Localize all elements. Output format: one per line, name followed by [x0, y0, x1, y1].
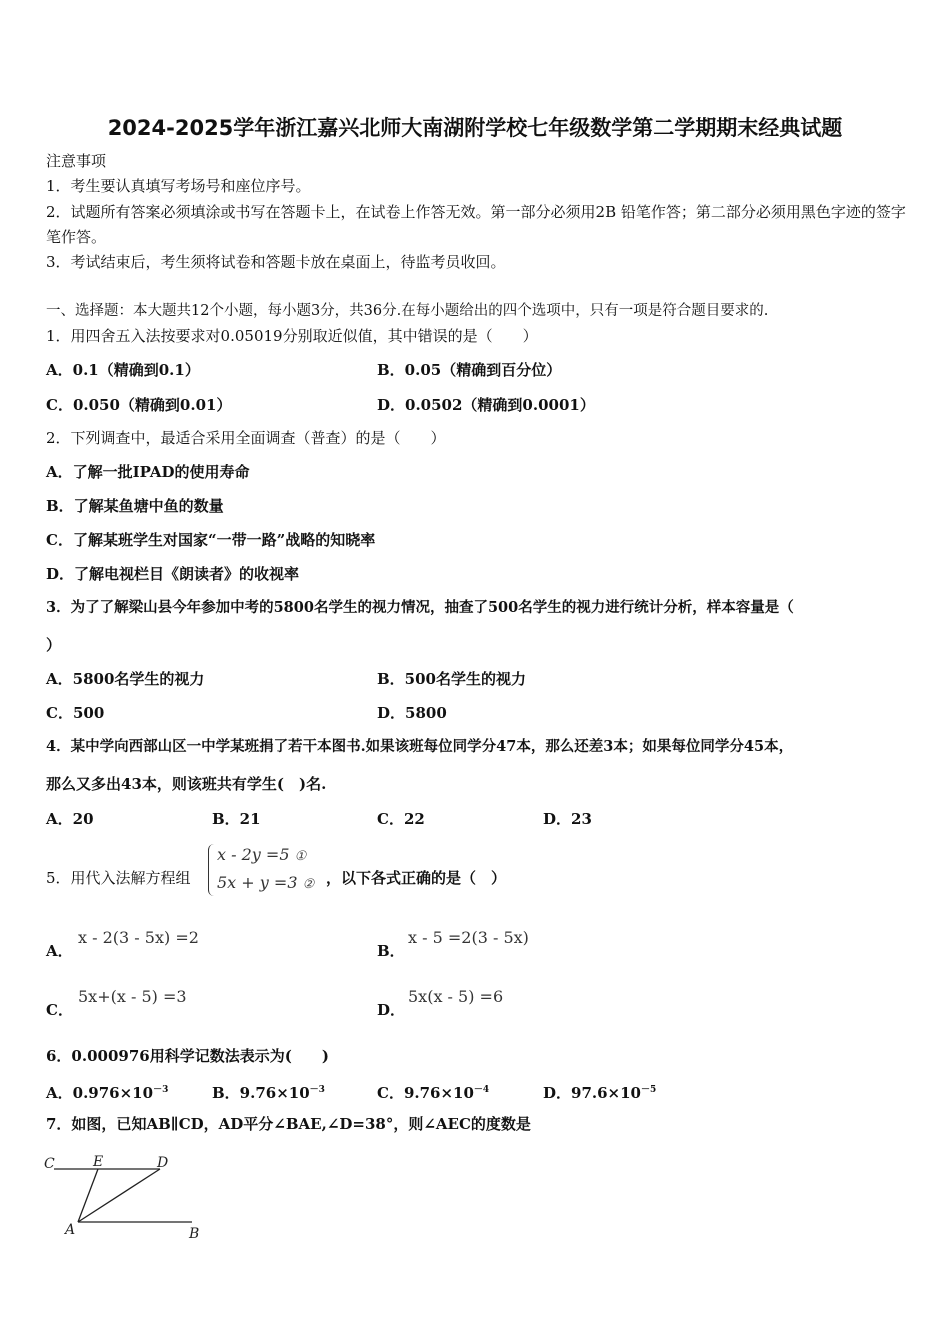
question-1-option-d[interactable]: D．0.0502（精确到0.0001） [377, 396, 595, 414]
equation-1 [217, 845, 306, 864]
equation-2-mark: ② [302, 877, 315, 892]
question-6-option-b-text: B．9.76×10 [212, 1084, 310, 1102]
question-5-option-d-expr[interactable]: 5x(x - 5) =6 [408, 987, 504, 1006]
note-3: 3．考试结束后，考生须将试卷和答题卡放在桌面上，待监考员收回。 [46, 253, 506, 271]
question-4-option-c[interactable]: C．22 [377, 810, 425, 828]
label-a: A [65, 1222, 76, 1238]
question-4-option-d[interactable]: D．23 [543, 810, 592, 828]
question-6-option-d-exponent: －5 [640, 1085, 657, 1095]
question-5-option-d-label[interactable]: D． [377, 1001, 406, 1019]
question-2-option-c[interactable]: C．了解某班学生对国家“一带一路”战略的知晓率 [46, 531, 376, 549]
question-6-option-b[interactable] [212, 1079, 325, 1104]
question-3-option-c[interactable]: C．500 [46, 704, 105, 722]
label-c: C [44, 1156, 55, 1172]
question-3-option-d[interactable]: D．5800 [377, 704, 447, 722]
question-6-option-d[interactable] [543, 1079, 656, 1104]
question-3-option-b[interactable]: B．500名学生的视力 [377, 670, 526, 688]
label-d: D [157, 1155, 169, 1171]
question-1-stem: 1．用四舍五入法按要求对0.05019分别取近似值，其中错误的是（ ） [46, 327, 538, 345]
question-1-option-a[interactable]: A．0.1（精确到0.1） [46, 361, 200, 379]
question-4-stem-line1: 4．某中学向西部山区一中学某班捐了若干本图书.如果该班每位同学分47本，那么还差3本；如果每位同学分45本， [46, 738, 794, 755]
question-2-stem: 2．下列调查中，最适合采用全面调查（普查）的是（ ） [46, 429, 446, 447]
question-2-option-b[interactable]: B．了解某鱼塘中鱼的数量 [46, 497, 224, 515]
equation-2 [217, 873, 314, 892]
question-6-option-b-exponent: －3 [309, 1085, 325, 1095]
section-heading: 一、选择题：本大题共12个小题，每小题3分，共36分.在每小题给出的四个选项中，只有一项是符合题目要求的. [46, 303, 769, 319]
question-3-stem-line1: 3．为了了解梁山县今年参加中考的5800名学生的视力情况，抽查了500名学生的视力进行统计分析，样本容量是（ [46, 599, 794, 616]
question-6-option-a-text: A．0.976×10 [46, 1084, 154, 1102]
geometry-figure [40, 1148, 220, 1248]
line-ae [78, 1169, 98, 1222]
question-6-option-c[interactable] [377, 1079, 489, 1104]
question-6-option-a-exponent: －3 [153, 1085, 169, 1095]
question-2-option-d[interactable]: D．了解电视栏目《朗读者》的收视率 [46, 565, 300, 583]
question-5-option-b-label[interactable]: B． [377, 942, 405, 960]
page-title: 2024-2025学年浙江嘉兴北师大南湖附学校七年级数学第二学期期末经典试题 [107, 116, 843, 140]
equation-1-mark: ① [294, 849, 307, 864]
label-b: B [189, 1226, 200, 1242]
equation-1-text: x - 2y =5 [217, 845, 290, 864]
note-1: 1．考生要认真填写考场号和座位序号。 [46, 177, 311, 195]
question-6-stem: 6．0.000976用科学记数法表示为( ) [46, 1047, 329, 1065]
question-7-stem: 7．如图，已知AB∥CD，AD平分∠BAE,∠D=38°，则∠AEC的度数是 [46, 1115, 531, 1133]
question-5-option-b-expr[interactable]: x - 5 =2(3 - 5x) [408, 928, 529, 947]
question-3-option-a[interactable]: A．5800名学生的视力 [46, 670, 205, 688]
line-ad [78, 1169, 160, 1222]
question-6-option-c-text: C．9.76×10 [377, 1084, 474, 1102]
label-e: E [93, 1154, 104, 1170]
question-4-stem-line2: 那么又多出43本，则该班共有学生( )名. [46, 775, 327, 793]
note-2: 2．试题所有答案必须填涂或书写在答题卡上，在试卷上作答无效。第一部分必须用2B 铅笔作答；第二部分必须用黑色字迹的签字笔作答。 [46, 203, 906, 246]
question-1-option-b[interactable]: B．0.05（精确到百分位） [377, 361, 562, 379]
question-5-option-c-expr[interactable]: 5x+(x - 5) =3 [78, 987, 187, 1006]
question-5-stem-pre: 5．用代入法解方程组 [46, 869, 191, 887]
question-4-option-b[interactable]: B．21 [212, 810, 261, 828]
question-1-option-c[interactable]: C．0.050（精确到0.01） [46, 396, 232, 414]
question-5-stem-post: ，以下各式正确的是（ ） [326, 869, 507, 887]
notes-heading: 注意事项 [46, 152, 107, 170]
question-4-option-a[interactable]: A．20 [46, 810, 94, 828]
question-6-option-a[interactable] [46, 1079, 168, 1104]
question-5-option-a-expr[interactable]: x - 2(3 - 5x) =2 [78, 928, 199, 947]
question-5-option-c-label[interactable]: C． [46, 1001, 73, 1019]
question-6-option-d-text: D．97.6×10 [543, 1084, 641, 1102]
equation-2-text: 5x + y =3 [217, 873, 298, 892]
question-2-option-a[interactable]: A．了解一批IPAD的使用寿命 [46, 463, 250, 481]
question-6-option-c-exponent: －4 [473, 1085, 490, 1095]
question-3-stem-line2: ） [46, 636, 62, 654]
question-5-option-a-label[interactable]: A． [46, 942, 73, 960]
